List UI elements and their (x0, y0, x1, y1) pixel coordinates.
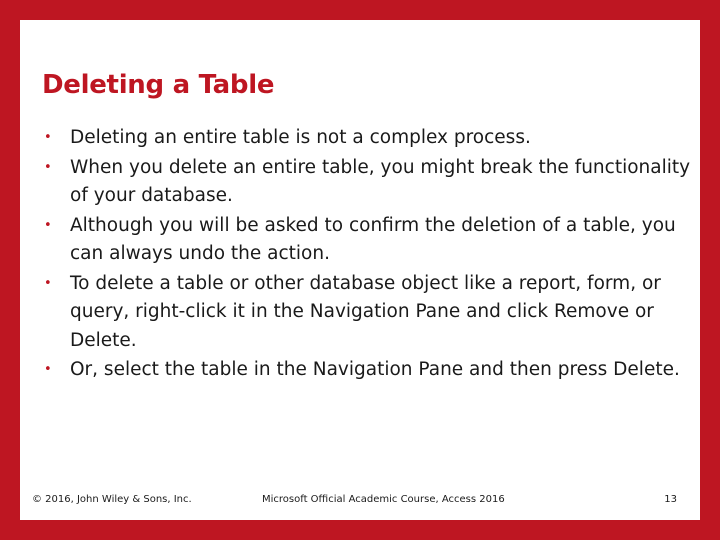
bullet-text: When you delete an entire table, you might break the functionality of your database. (70, 156, 691, 206)
bullet-item (32, 270, 692, 356)
bullet-list (32, 124, 692, 386)
slide-title: Deleting a Table (42, 70, 275, 100)
footer-page-number: 13 (664, 494, 677, 505)
footer-copyright: © 2016, John Wiley & Sons, Inc. (32, 494, 192, 505)
bullet-text: Or, select the table in the Navigation Pane and then press Delete. (70, 359, 680, 380)
bullet-item (32, 356, 692, 385)
bullet-icon: • (44, 275, 52, 291)
bullet-icon: • (44, 217, 52, 233)
bullet-text: To delete a table or other database object like a report, form, or query, right-click it in the Navigation Pane and click Remove or Delete. (70, 272, 661, 351)
bullet-text: Deleting an entire table is not a complex process. (70, 127, 531, 148)
bullet-icon: • (44, 159, 52, 175)
slide-canvas (20, 20, 700, 520)
bullet-item (32, 212, 692, 269)
bullet-icon: • (44, 130, 52, 145)
footer-course: Microsoft Official Academic Course, Access 2016 (262, 494, 505, 505)
bullet-icon: • (44, 362, 52, 377)
bullet-text: Although you will be asked to confirm the deletion of a table, you can always undo the action. (70, 214, 676, 264)
bullet-item (32, 154, 692, 211)
bullet-item (32, 124, 692, 153)
